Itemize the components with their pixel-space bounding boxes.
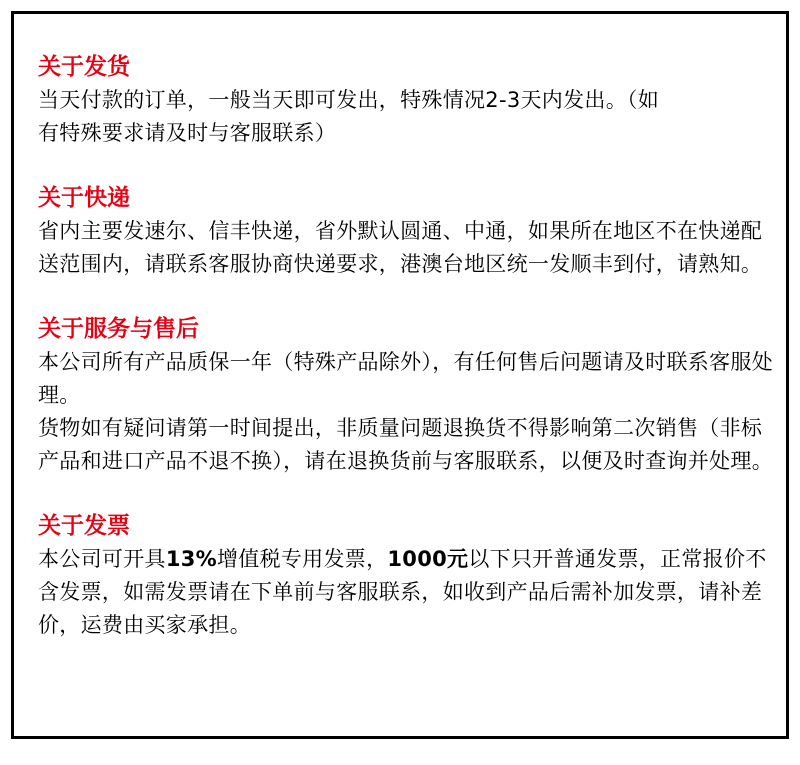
after-sales-section: [38, 313, 778, 478]
invoice-tax-rate: 13%: [165, 547, 217, 571]
invoice-amount: 1000元: [387, 547, 469, 571]
after-sales-text-1: 本公司所有产品质保一年（特殊产品除外），有任何售后问题请及时联系客服处理。: [38, 350, 773, 407]
invoice-section: [38, 510, 778, 642]
shipping-heading: 关于发货: [38, 54, 130, 80]
invoice-text-part3: 以下只开普通发票，正常报价不含发票，如需发票请在下单前与客服联系，如收到产品后需补加发票，请补差价，运费由买家承担。: [38, 547, 767, 637]
notice-content: [38, 51, 778, 642]
invoice-heading: 关于发票: [38, 513, 130, 539]
shipping-section: [38, 51, 778, 150]
invoice-text-part1: 本公司可开具: [38, 547, 166, 571]
courier-heading: 关于快递: [38, 185, 130, 211]
invoice-text: [38, 543, 778, 642]
invoice-text-part2: 增值税专用发票，: [216, 547, 388, 571]
after-sales-text-2: 货物如有疑问请第一时间提出，非质量问题退换货不得影响第二次销售（非标产品和进口产品不退不换），请在退换货前与客服联系，以便及时查询并处理。: [38, 416, 773, 473]
notice-frame: [11, 11, 789, 739]
courier-text: 省内主要发速尔、信丰快递，省外默认圆通、中通，如果所在地区不在快递配送范围内，请联系客服协商快递要求，港澳台地区统一发顺丰到付，请熟知。: [38, 219, 763, 276]
shipping-text: 当天付款的订单，一般当天即可发出，特殊情况2-3天内发出。（如有特殊要求请及时与客服联系）: [38, 88, 660, 145]
courier-section: [38, 182, 778, 281]
after-sales-heading: 关于服务与售后: [38, 316, 199, 342]
